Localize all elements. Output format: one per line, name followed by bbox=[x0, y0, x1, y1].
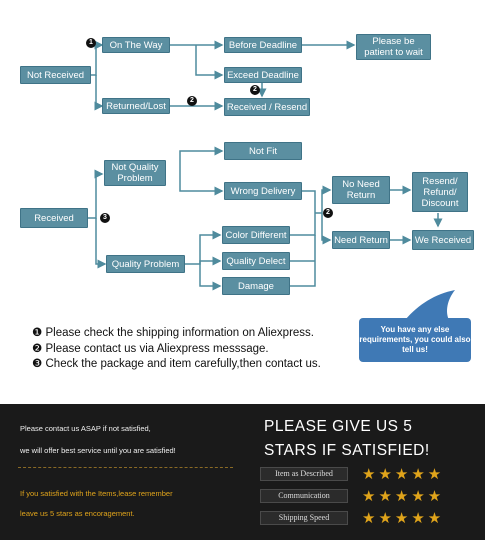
wrong-delivery-box: Wrong Delivery bbox=[224, 182, 302, 200]
on-the-way-box: On The Way bbox=[102, 37, 170, 53]
rating-row-item-described bbox=[260, 467, 460, 481]
rating-label: Communication bbox=[260, 489, 348, 503]
damage-box: Damage bbox=[222, 277, 290, 295]
banner-headline-2: STARS IF SATISFIED! bbox=[264, 442, 430, 459]
quality-defect-box: Quality Delect bbox=[222, 252, 290, 270]
star-rating: ★★★★★ bbox=[362, 466, 445, 483]
resend-refund-discount-box: Resend/ Refund/ Discount bbox=[412, 172, 468, 212]
note-3: ❸ Check the package and item carefully,then contact us. bbox=[32, 358, 321, 370]
not-received-box: Not Received bbox=[20, 66, 91, 84]
rating-row-shipping-speed bbox=[260, 511, 460, 525]
before-deadline-box: Before Deadline bbox=[224, 37, 302, 53]
banner-divider bbox=[18, 467, 233, 468]
star-rating: ★★★★★ bbox=[362, 488, 445, 505]
rating-row-communication bbox=[260, 489, 460, 503]
not-fit-box: Not Fit bbox=[224, 142, 302, 160]
rating-label: Shipping Speed bbox=[260, 511, 348, 525]
notes-list bbox=[32, 326, 321, 373]
badge-2-returned: 2 bbox=[187, 96, 197, 106]
received-box: Received bbox=[20, 208, 88, 228]
please-be-patient-box: Please be patient to wait bbox=[356, 34, 431, 60]
badge-2-exceed: 2 bbox=[250, 85, 260, 95]
color-different-box: Color Different bbox=[222, 226, 290, 244]
we-received-box: We Received bbox=[412, 230, 474, 250]
bubble-text: You have any else requirements, you could also tell us! bbox=[359, 318, 471, 362]
received-resend-box: Received / Resend bbox=[224, 98, 310, 116]
banner-line-2: we will offer best service until you are satisfied! bbox=[20, 446, 176, 455]
exceed-deadline-box: Exceed Deadline bbox=[224, 67, 302, 83]
badge-2-return: 2 bbox=[323, 208, 333, 218]
banner-line-1: Please contact us ASAP if not satisfied, bbox=[20, 424, 151, 433]
rating-label: Item as Described bbox=[260, 467, 348, 481]
banner-line-4: leave us 5 stars as encoragement. bbox=[20, 509, 135, 518]
banner-line-3: If you satisfied with the Items,lease remember bbox=[20, 489, 173, 498]
requirements-bubble bbox=[355, 290, 477, 368]
no-need-return-box: No Need Return bbox=[332, 176, 390, 204]
badge-1: 1 bbox=[86, 38, 96, 48]
star-rating: ★★★★★ bbox=[362, 510, 445, 527]
note-1: ❶ Please check the shipping information on Aliexpress. bbox=[32, 327, 314, 339]
need-return-box: Need Return bbox=[332, 231, 390, 249]
note-2: ❷ Please contact us via Aliexpress messsage. bbox=[32, 342, 269, 355]
banner-headline-1: PLEASE GIVE US 5 bbox=[264, 418, 413, 435]
returned-lost-box: Returned/Lost bbox=[102, 98, 170, 114]
not-quality-problem-box: Not Quality Problem bbox=[104, 160, 166, 186]
quality-problem-box: Quality Problem bbox=[106, 255, 185, 273]
badge-3: 3 bbox=[100, 213, 110, 223]
